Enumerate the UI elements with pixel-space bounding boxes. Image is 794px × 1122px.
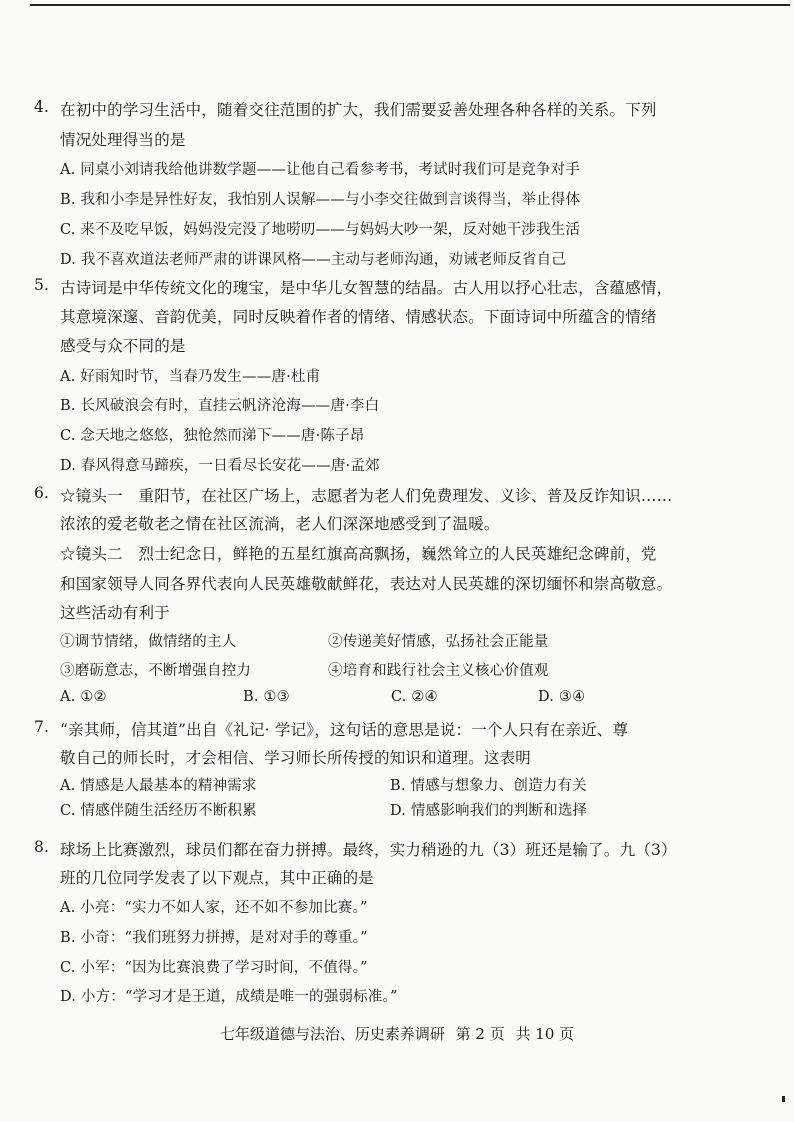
option-a[interactable]: A. 好雨知时节，当春乃发生——唐·杜甫 xyxy=(60,369,321,385)
question-stem-line: 情况处理得当的是 xyxy=(60,131,186,149)
option-a[interactable]: A. 情感是人最基本的精神需求 xyxy=(60,778,257,794)
question-stem-line: 在初中的学习生活中，随着交往范围的扩大，我们需要妥善处理各种各样的关系。下列 xyxy=(60,101,657,119)
option-d[interactable]: D. 春风得意马蹄疾，一日看尽长安花——唐·孟郊 xyxy=(60,458,380,474)
option-c[interactable]: C. 小军：“因为比赛浪费了学习时间，不值得。” xyxy=(60,960,368,976)
option-a[interactable]: A. ①② xyxy=(60,689,107,705)
option-d[interactable]: D. 我不喜欢道法老师严肃的讲课风格——主动与老师沟通，劝诫老师反省自己 xyxy=(60,252,567,268)
question-number: 4. xyxy=(34,98,50,116)
question-number: 7. xyxy=(34,718,50,736)
question-stem-line: 浓浓的爱老敬老之情在社区流淌，老人们深深地感受到了温暖。 xyxy=(60,515,500,533)
question-number: 8. xyxy=(34,838,50,856)
question-stem-line: 班的几位同学发表了以下观点，其中正确的是 xyxy=(60,869,375,887)
footer-title: 七年级道德与法治、历史素养调研 xyxy=(219,1025,445,1043)
option-d[interactable]: D. ③④ xyxy=(538,689,586,705)
question-stem-line: “亲其师，信其道”出自《礼记· 学记》，这句话的意思是说：一个人只有在亲近、尊 xyxy=(60,721,629,739)
footer-total-pages: 共 10 页 xyxy=(515,1025,575,1043)
option-c[interactable]: C. 念天地之悠悠，独怆然而涕下——唐·陈子昂 xyxy=(60,428,365,444)
question-stem-line: 球场上比赛激烈，球员们都在奋力拼搏。最终，实力稍逊的九（3）班还是输了。九（3） xyxy=(60,841,677,859)
statement-1: ①调节情绪，做情绪的主人 xyxy=(60,634,237,650)
option-b[interactable]: B. 长风破浪会有时，直挂云帆济沧海——唐·李白 xyxy=(60,398,380,414)
option-c[interactable]: C. 来不及吃早饭，妈妈没完没了地唠叨——与妈妈大吵一架，反对她干涉我生活 xyxy=(60,222,581,238)
option-c[interactable]: C. ②④ xyxy=(391,689,438,705)
option-d[interactable]: D. 小方：“学习才是王道，成绩是唯一的强弱标准。” xyxy=(60,989,398,1005)
option-b[interactable]: B. 情感与想象力、创造力有关 xyxy=(390,778,587,794)
question-stem-line: ☆镜头二 烈士纪念日，鲜艳的五星红旗高高飘扬，巍然耸立的人民英雄纪念碑前，党 xyxy=(60,545,657,563)
option-d[interactable]: D. 情感影响我们的判断和选择 xyxy=(390,803,588,819)
option-a[interactable]: A. 小亮：“实力不如人家，还不如不参加比赛。” xyxy=(60,900,368,916)
statement-4: ④培育和践行社会主义核心价值观 xyxy=(328,663,549,679)
question-stem-line: 感受与众不同的是 xyxy=(60,337,186,355)
option-a[interactable]: A. 同桌小刘请我给他讲数学题——让他自己看参考书，考试时我们可是竞争对手 xyxy=(60,162,581,178)
option-b[interactable]: B. ①③ xyxy=(243,689,290,705)
option-b[interactable]: B. 小奇：“我们班努力拼搏，是对对手的尊重。” xyxy=(60,930,368,946)
page-footer xyxy=(0,1023,794,1044)
footer-page-number: 第 2 页 xyxy=(455,1025,505,1043)
question-stem-line: 古诗词是中华传统文化的瑰宝，是中华儿女智慧的结晶。古人用以抒心壮志，含蕴感情， xyxy=(60,279,673,297)
scan-mark xyxy=(782,1096,785,1102)
statement-2: ②传递美好情感，弘扬社会正能量 xyxy=(328,634,549,650)
question-stem-line: 这些活动有利于 xyxy=(60,604,170,622)
top-border-line xyxy=(30,4,790,6)
question-stem-line: 和国家领导人同各界代表向人民英雄敬献鲜花，表达对人民英雄的深切缅怀和崇高敬意。 xyxy=(60,575,673,593)
question-stem-line: ☆镜头一 重阳节，在社区广场上，志愿者为老人们免费理发、义诊、普及反诈知识…… xyxy=(60,487,673,505)
option-b[interactable]: B. 我和小李是异性好友，我怕别人误解——与小李交往做到言谈得当，举止得体 xyxy=(60,192,581,208)
statement-3: ③磨砺意志，不断增强自控力 xyxy=(60,663,252,679)
question-number: 5. xyxy=(34,276,50,294)
question-stem-line: 其意境深邃、音韵优美，同时反映着作者的情绪、情感状态。下面诗词中所蕴含的情绪 xyxy=(60,308,657,326)
question-number: 6. xyxy=(34,484,50,502)
option-c[interactable]: C. 情感伴随生活经历不断积累 xyxy=(60,803,257,819)
question-stem-line: 敬自己的师长时，才会相信、学习师长所传授的知识和道理。这表明 xyxy=(60,749,532,767)
